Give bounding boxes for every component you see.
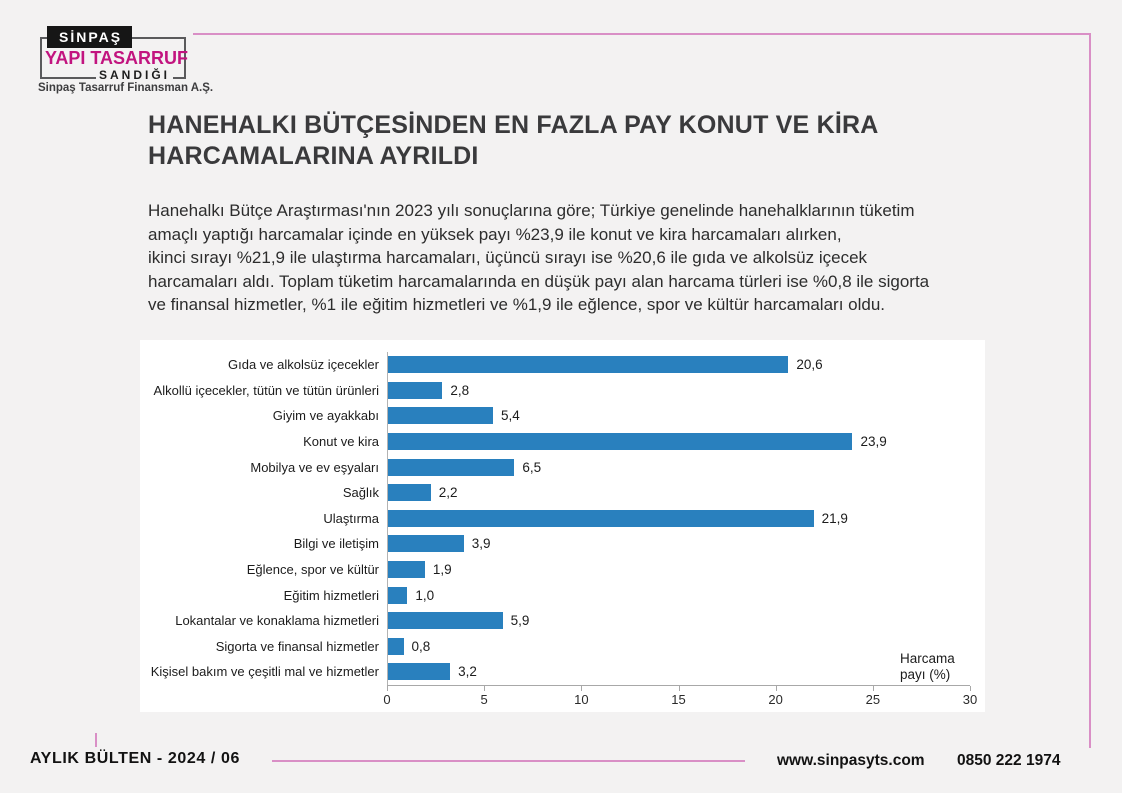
tick-label: 20 [768, 692, 783, 707]
tick-mark [679, 686, 680, 691]
chart-row [140, 608, 985, 634]
chart-row [140, 634, 985, 660]
bar-track [387, 531, 971, 557]
chart-row [140, 429, 985, 455]
bar-track [387, 582, 971, 608]
category-label: Bilgi ve iletişim [293, 536, 379, 552]
bar [388, 459, 514, 476]
bar [388, 407, 493, 424]
bar [388, 356, 788, 373]
value-label: 5,9 [510, 613, 530, 629]
tick-mark [484, 686, 485, 691]
value-label: 5,4 [500, 408, 520, 424]
value-label: 1,0 [415, 587, 435, 603]
tick-label: 25 [865, 692, 881, 707]
value-label: 20,6 [796, 357, 823, 373]
brand-name: SİNPAŞ [47, 26, 132, 48]
bar-track [387, 659, 971, 685]
chart-row [140, 378, 985, 404]
bar-track [387, 557, 971, 583]
bar-track [387, 352, 971, 378]
bar-track [387, 608, 971, 634]
bar [388, 433, 852, 450]
chart-row [140, 352, 985, 378]
bar-track [387, 378, 971, 404]
category-label: Kişisel bakım ve çeşitli mal ve hizmetler [150, 664, 379, 680]
top-accent-line [193, 33, 1090, 35]
tick-mark [776, 686, 777, 691]
tick-label: 15 [671, 692, 686, 707]
x-axis-label [900, 651, 955, 683]
chart-row [140, 531, 985, 557]
category-label: Eğitim hizmetleri [283, 587, 379, 603]
chart-row [140, 506, 985, 532]
tick-label: 0 [383, 692, 391, 707]
chart-row [140, 557, 985, 583]
chart-row [140, 403, 985, 429]
bar-chart [140, 340, 985, 712]
brand-line-yapi-tasarruf: YAPI TASARRUF [45, 48, 189, 68]
bar [388, 510, 814, 527]
bar [388, 561, 425, 578]
paragraph-line: Hanehalkı Bütçe Araştırması'nın 2023 yılı sonuçlarına göre; Türkiye genelinde hanehalklarının tüketim [148, 201, 915, 220]
footer-phone: 0850 222 1974 [957, 752, 1061, 769]
category-label: Sigorta ve finansal hizmetler [215, 638, 379, 654]
page-title-line1: HANEHALKI BÜTÇESİNDEN EN FAZLA PAY KONUT VE KİRA [148, 111, 879, 139]
value-label: 1,9 [432, 562, 452, 578]
chart-row [140, 659, 985, 685]
chart-row [140, 454, 985, 480]
category-label: Giyim ve ayakkabı [272, 408, 379, 424]
footer-website: www.sinpasyts.com [777, 752, 925, 769]
footer-bulletin-label: AYLIK BÜLTEN - 2024 / 06 [30, 750, 241, 767]
value-label: 2,2 [438, 485, 458, 501]
value-label: 3,2 [458, 664, 477, 680]
chart-row [140, 480, 985, 506]
bar-track [387, 480, 971, 506]
category-label: Mobilya ve ev eşyaları [250, 459, 379, 475]
tick-mark [581, 686, 582, 691]
category-label: Alkollü içecekler, tütün ve tütün ürünleri [153, 382, 379, 398]
x-axis-label-line1: Harcama [900, 651, 955, 666]
tick-label: 10 [574, 692, 589, 707]
right-accent-line [1089, 33, 1091, 748]
article-paragraph [148, 199, 929, 317]
bar [388, 382, 442, 399]
paragraph-line: harcamaları aldı. Toplam tüketim harcamalarında en düşük payı alan harcama türleri ise %0,8 ile sigorta [148, 271, 930, 291]
category-label: Lokantalar ve konaklama hizmetleri [175, 613, 379, 629]
bar [388, 612, 503, 629]
bar-track [387, 403, 971, 429]
tick-mark [873, 686, 874, 691]
bar [388, 587, 407, 604]
bar [388, 663, 450, 680]
page-title-line2: HARCAMALARINA AYRILDI [148, 142, 479, 170]
value-label: 3,9 [471, 536, 491, 552]
value-label: 23,9 [860, 434, 887, 450]
bar [388, 638, 404, 655]
bar [388, 484, 431, 501]
category-label: Gıda ve alkolsüz içecekler [227, 357, 379, 373]
paragraph-line: ikinci sırayı %21,9 ile ulaştırma harcamaları, üçüncü sırayı ise %20,6 ile gıda ve alkolsüz içecek [148, 248, 868, 267]
tick-mark [970, 686, 971, 691]
x-axis [383, 685, 978, 707]
bar-track [387, 506, 971, 532]
bar-track [387, 454, 971, 480]
paragraph-line: ve finansal hizmetler, %1 ile eğitim hizmetleri ve %1,9 ile eğlence, spor ve kültür harcamaları oldu. [148, 295, 886, 314]
brand-subtitle: Sinpaş Tasarruf Finansman A.Ş. [38, 82, 214, 94]
tick-mark [387, 686, 388, 691]
tick-label: 5 [480, 692, 488, 707]
value-label: 6,5 [522, 459, 542, 475]
footer-accent-line [272, 760, 745, 762]
value-label: 2,8 [450, 382, 470, 398]
chart-row [140, 582, 985, 608]
bar-track [387, 429, 971, 455]
bar [388, 535, 464, 552]
tick-label: 30 [962, 692, 978, 707]
chart-rows [140, 352, 985, 685]
category-label: Konut ve kira [303, 434, 379, 450]
x-axis-label-line2: payı (%) [900, 667, 951, 682]
footer-accent-tick [95, 733, 97, 747]
category-label: Ulaştırma [323, 510, 379, 526]
page-title [148, 110, 879, 172]
value-label: 0,8 [411, 638, 431, 654]
paragraph-line: amaçlı yaptığı harcamalar içinde en yüksek payı %23,9 ile konut ve kira harcamaları alırken, [148, 224, 842, 244]
category-label: Sağlık [342, 485, 379, 501]
value-label: 21,9 [821, 510, 848, 526]
bar-track [387, 634, 971, 660]
brand-line-sandigi: SANDIĞI [96, 68, 173, 82]
category-label: Eğlence, spor ve kültür [246, 562, 379, 578]
